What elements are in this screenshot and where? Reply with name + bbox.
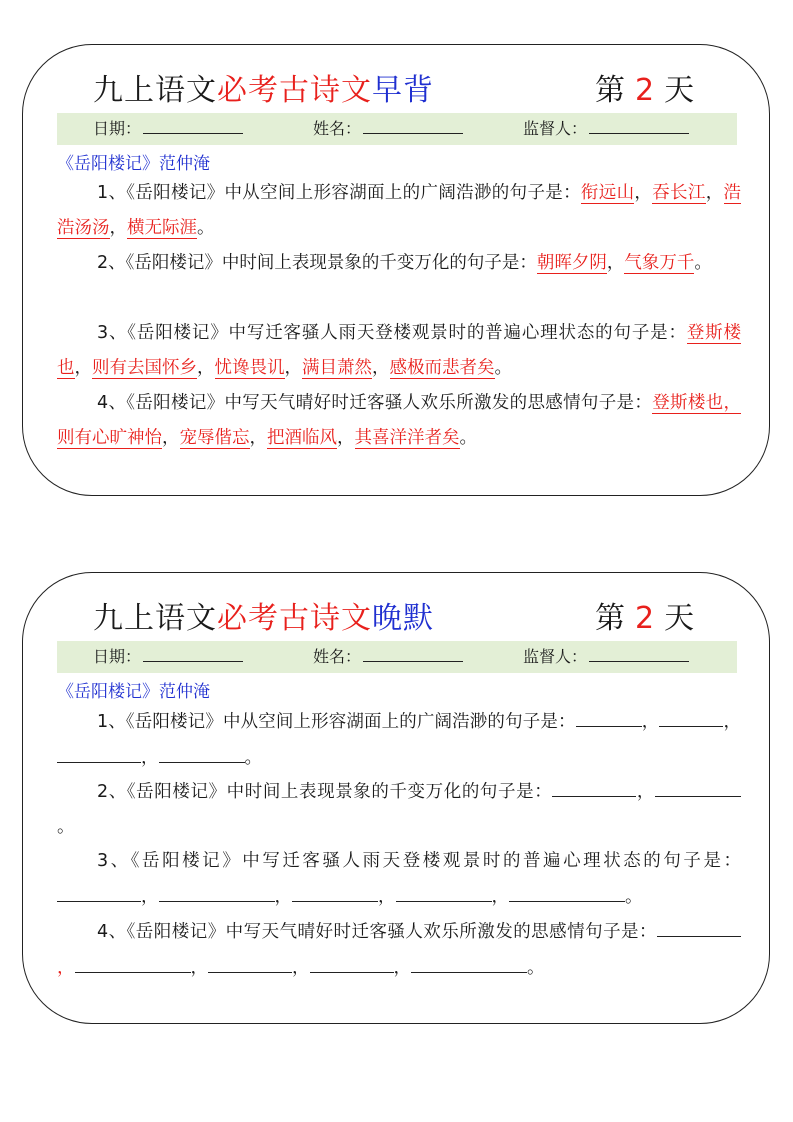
answer-blank[interactable] — [159, 740, 245, 763]
question-2: 2、《岳阳楼记》中时间上表现景象的千变万化的句子是：朝晖夕阴，气象万千。 — [97, 253, 712, 273]
supervisor-field[interactable]: 监督人： — [523, 641, 689, 673]
answer-blank[interactable] — [57, 740, 141, 763]
question-4: 4、《岳阳楼记》中写天气晴好时迁客骚人欢乐所激发的思感情句子是：登斯楼也，则有心旷神怡，宠辱偕忘，把酒临风，其喜洋洋者矣。 — [57, 393, 741, 448]
answer: 朝晖夕阴 — [536, 253, 607, 273]
answer-blank[interactable] — [292, 879, 378, 902]
morning-card — [22, 44, 770, 496]
answer-blank[interactable] — [396, 879, 492, 902]
question-2: 2、《岳阳楼记》中时间上表现景象的千变万化的句子是： ，。 — [57, 774, 741, 845]
answer-blank[interactable] — [509, 879, 625, 902]
day-number: 2 — [635, 601, 655, 636]
question-3: 3、《岳阳楼记》中写迁客骚人雨天登楼观景时的普遍心理状态的句子是：登斯楼也，则有去国怀乡，忧谗畏讥，满目萧然，感极而悲者矣。 — [57, 323, 741, 378]
answer: 气象万千 — [624, 253, 695, 273]
info-bar — [57, 113, 737, 145]
supervisor-field[interactable]: 监督人： — [523, 113, 689, 145]
day-counter: 第 2 天 — [595, 601, 695, 636]
info-bar — [57, 641, 737, 673]
answer-blank[interactable] — [576, 704, 642, 727]
card-title — [93, 65, 434, 109]
answer: 登斯楼也，则有心旷神怡 — [57, 393, 741, 448]
answer: 感极而悲者矣 — [389, 358, 495, 378]
question-3: 3、《岳阳楼记》中写迁客骚人雨天登楼观景时的普遍心理状态的句子是：， ， ， ， 。 — [57, 844, 741, 915]
name-field[interactable]: 姓名： — [313, 641, 463, 673]
card-title — [93, 593, 434, 637]
name-field[interactable]: 姓名： — [313, 113, 463, 145]
answer-blank[interactable] — [411, 950, 527, 973]
question-1: 1、《岳阳楼记》中从空间上形容湖面上的广阔浩渺的句子是：衔远山，吞长江，浩浩汤汤，横无际涯。 — [57, 183, 742, 238]
answer-blank[interactable] — [75, 950, 191, 973]
answer: 满目萧然 — [302, 358, 372, 378]
title-grade: 九上语文 — [93, 601, 217, 636]
answer-blank[interactable] — [657, 914, 741, 937]
answer: 则有去国怀乡 — [92, 358, 197, 378]
answer-blank[interactable] — [659, 704, 723, 727]
answer: 登斯楼也 — [57, 323, 741, 378]
poem-source: 《岳阳楼记》范仲淹 — [57, 154, 210, 174]
answer-blank[interactable] — [552, 774, 636, 797]
answer: 吞长江 — [652, 183, 706, 203]
question-1: 1、《岳阳楼记》中从空间上形容湖面上的广阔浩渺的句子是： ， ，， 。 — [57, 704, 741, 776]
day-number: 2 — [635, 73, 655, 108]
date-field[interactable]: 日期： — [93, 641, 243, 673]
title-grade: 九上语文 — [93, 73, 217, 108]
answer: 宠辱偕忘 — [179, 428, 250, 448]
answer: 忧谗畏讥 — [214, 358, 285, 378]
answer: 衔远山 — [580, 183, 635, 203]
answer-blank[interactable] — [159, 879, 275, 902]
question-4: 4、《岳阳楼记》中写天气晴好时迁客骚人欢乐所激发的思感情句子是：， ， ， ， 。 — [57, 914, 741, 986]
day-counter: 第 2 天 — [595, 73, 695, 108]
answer: 横无际涯 — [127, 218, 197, 238]
answer-blank[interactable] — [310, 950, 394, 973]
title-subject: 必考古诗文 — [217, 601, 372, 636]
answer-blank[interactable] — [655, 774, 741, 797]
poem-source: 《岳阳楼记》范仲淹 — [57, 682, 210, 702]
title-session: 晚默 — [372, 601, 434, 636]
date-field[interactable]: 日期： — [93, 113, 243, 145]
answer: 其喜洋洋者矣 — [354, 428, 460, 448]
answer-blank[interactable] — [208, 950, 292, 973]
evening-card — [22, 572, 770, 1024]
answer: 把酒临风 — [267, 428, 337, 448]
title-subject: 必考古诗文 — [217, 73, 372, 108]
answer: 浩浩汤汤 — [57, 183, 742, 238]
answer-blank[interactable] — [57, 879, 141, 902]
title-session: 早背 — [372, 73, 434, 108]
